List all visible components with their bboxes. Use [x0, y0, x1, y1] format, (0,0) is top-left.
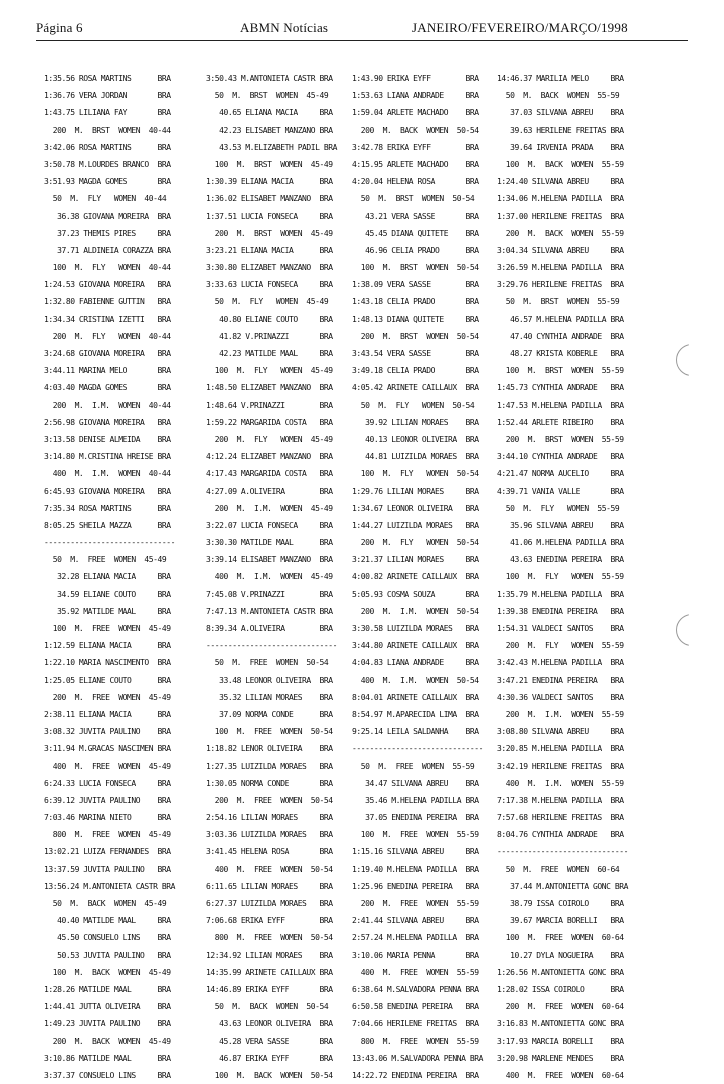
result-line: 1:19.40 M.HELENA PADILLA BRA	[352, 864, 479, 874]
result-line: 7:35.34 ROSA MARTINS BRA	[44, 503, 171, 513]
result-line: 3:08.32 JUVITA PAULINO BRA	[44, 727, 171, 737]
result-line: 3:04.34 SILVANA ABREU BRA	[497, 245, 624, 255]
result-line: 45.45 DIANA QUITETE BRA	[352, 228, 479, 238]
result-line: 200 M. FLY WOMEN 50-54	[352, 538, 479, 548]
result-line: 37.03 SILVANA ABREU BRA	[497, 108, 624, 118]
result-line: 37.23 THEMIS PIRES BRA	[44, 228, 171, 238]
result-line: 400 M. FREE WOMEN 50-54	[206, 864, 333, 874]
result-line: 34.59 ELIANE COUTO BRA	[44, 589, 171, 599]
result-line: 14:46.37 MARILIA MELO BRA	[497, 74, 624, 83]
result-line: 1:25.05 ELIANE COUTO BRA	[44, 675, 171, 685]
result-line: 2:57.24 M.HELENA PADILLA BRA	[352, 933, 479, 943]
result-line: 100 M. BACK WOMEN 55-59	[497, 159, 624, 169]
result-line: 3:50.43 M.ANTONIETA CASTR BRA	[206, 74, 333, 83]
result-line: 1:52.44 ARLETE RIBEIRO BRA	[497, 417, 624, 427]
result-line: 3:50.78 M.LOURDES BRANCO BRA	[44, 159, 171, 169]
result-line: 14:22.72 ENEDINA PEREIRA BRA	[352, 1070, 479, 1080]
result-line: 40.40 MATILDE MAAL BRA	[44, 916, 171, 926]
result-line: 40.13 LEONOR OLIVEIRA BRA	[352, 434, 479, 444]
result-line: 1:44.41 JUTTA OLIVEIRA BRA	[44, 1002, 171, 1012]
result-line: 35.92 MATILDE MAAL BRA	[44, 606, 171, 616]
result-line: 46.87 ERIKA EYFF BRA	[206, 1053, 333, 1063]
result-line: 50 M. FREE WOMEN 45-49	[44, 555, 167, 565]
result-line: 3:33.63 LUCIA FONSECA BRA	[206, 280, 333, 290]
result-line: 6:27.37 LUIZILDA MORAES BRA	[206, 899, 333, 908]
result-line: 14:35.99 ARINETE CAILLAUX BRA	[206, 967, 333, 977]
result-line: 50 M. BACK WOMEN 55-59	[497, 91, 620, 101]
result-line: ------------------------------	[44, 538, 175, 548]
page-number: Página 6	[36, 20, 83, 35]
result-line: 36.38 GIOVANA MOREIRA BRA	[44, 211, 171, 221]
result-line: 5:05.93 COSMA SOUZA BRA	[352, 589, 479, 599]
result-line: 50 M. FLY WOMEN 40-44	[44, 194, 167, 204]
result-line: 50 M. FREE WOMEN 50-54	[206, 658, 329, 668]
result-line: 1:48.50 ELIZABET MANZANO BRA	[206, 383, 333, 393]
result-line: 3:30.58 LUIZILDA MORAES BRA	[352, 624, 479, 633]
result-line: 1:48.64 V.PRINAZZI BRA	[206, 400, 333, 410]
result-line: 1:34.67 LEONOR OLIVEIRA BRA	[352, 503, 479, 513]
result-line: 3:20.85 M.HELENA PADILLA BRA	[497, 744, 624, 754]
result-line: 50 M. FLY WOMEN 45-49	[206, 297, 329, 307]
result-line: 3:42.06 ROSA MARTINS BRA	[44, 142, 171, 152]
result-line: 1:54.31 VALDECI SANTOS BRA	[497, 624, 624, 633]
result-line: 3:29.76 HERILENE FREITAS BRA	[497, 280, 624, 290]
result-line: 39.92 LILIAN MORAES BRA	[352, 417, 479, 427]
result-line: 32.28 ELIANA MACIA BRA	[44, 572, 171, 582]
result-line: 3:10.86 MATILDE MAAL BRA	[44, 1053, 171, 1063]
result-line: 44.81 LUIZILDA MORAES BRA	[352, 452, 479, 462]
result-line: 8:39.34 A.OLIVEIRA BRA	[206, 624, 333, 633]
result-line: 46.96 CELIA PRADO BRA	[352, 245, 479, 255]
result-line: 3:20.98 MARLENE MENDES BRA	[497, 1053, 624, 1063]
result-line: 200 M. FLY WOMEN 55-59	[497, 641, 624, 651]
result-line: 3:44.10 CYNTHIA ANDRADE BRA	[497, 452, 624, 462]
result-line: 7:45.08 V.PRINAZZI BRA	[206, 589, 333, 599]
result-line: 42.23 MATILDE MAAL BRA	[206, 349, 333, 358]
result-line: 50 M. BACK WOMEN 45-49	[44, 899, 167, 908]
result-line: 200 M. FREE WOMEN 60-64	[497, 1002, 624, 1012]
result-line: 43.63 LEONOR OLIVEIRA BRA	[206, 1019, 333, 1029]
result-line: 200 M. FREE WOMEN 50-54	[206, 795, 333, 805]
result-line: 100 M. FREE WOMEN 45-49	[44, 624, 171, 633]
result-line: 1:48.13 DIANA QUITETE BRA	[352, 314, 479, 324]
result-line: 4:20.04 HELENA ROSA BRA	[352, 177, 479, 187]
result-line: 400 M. FREE WOMEN 60-64	[497, 1070, 624, 1080]
result-line: 50 M. BRST WOMEN 50-54	[352, 194, 475, 204]
result-line: 1:37.00 HERILENE FREITAS BRA	[497, 211, 624, 221]
result-line: 3:42.19 HERILENE FREITAS BRA	[497, 761, 624, 771]
result-line: 100 M. FREE WOMEN 60-64	[497, 933, 624, 943]
result-line: 7:06.68 ERIKA EYFF BRA	[206, 916, 333, 926]
result-line: 4:17.43 MARGARIDA COSTA BRA	[206, 469, 333, 479]
result-line: 200 M. I.M. WOMEN 45-49	[206, 503, 333, 513]
result-line: 1:47.53 M.HELENA PADILLA BRA	[497, 400, 624, 410]
result-line: 33.48 LEONOR OLIVEIRA BRA	[206, 675, 333, 685]
result-line: 1:35.79 M.HELENA PADILLA BRA	[497, 589, 624, 599]
result-line: 1:38.09 VERA SASSE BRA	[352, 280, 479, 290]
result-line: 13:02.21 LUIZA FERNANDES BRA	[44, 847, 171, 857]
result-line: 3:47.21 ENEDINA PEREIRA BRA	[497, 675, 624, 685]
result-line: 3:37.37 CONSUELO LINS BRA	[44, 1070, 171, 1080]
result-line: 37.09 NORMA CONDE BRA	[206, 709, 333, 719]
result-line: 13:43.06 M.SALVADORA PENNA BRA	[352, 1053, 483, 1063]
result-line: 4:39.71 VANIA VALLE BRA	[497, 486, 624, 496]
result-line: 1:59.04 ARLETE MACHADO BRA	[352, 108, 479, 118]
result-line: 40.80 ELIANE COUTO BRA	[206, 314, 333, 324]
result-line: 1:34.06 M.HELENA PADILLA BRA	[497, 194, 624, 204]
result-line: 3:17.93 MARCIA BORELLI BRA	[497, 1036, 624, 1046]
result-line: 6:11.65 LILIAN MORAES BRA	[206, 881, 333, 891]
result-line: ------------------------------	[352, 744, 483, 754]
result-line: 200 M. FREE WOMEN 45-49	[44, 692, 171, 702]
result-line: 2:56.98 GIOVANA MOREIRA BRA	[44, 417, 171, 427]
result-line: 39.64 IRVENIA PRADA BRA	[497, 142, 624, 152]
results-column-2	[206, 70, 354, 1084]
result-line: 50 M. FLY WOMEN 55-59	[497, 503, 620, 513]
result-line: 4:27.09 A.OLIVEIRA BRA	[206, 486, 333, 496]
result-line: 10.27 DYLA NOGUEIRA BRA	[497, 950, 624, 960]
result-line: 3:24.68 GIOVANA MOREIRA BRA	[44, 349, 171, 358]
result-line: 3:10.06 MARIA PENNA BRA	[352, 950, 479, 960]
result-line: 400 M. I.M. WOMEN 40-44	[44, 469, 171, 479]
result-line: 1:12.59 ELIANA MACIA BRA	[44, 641, 171, 651]
result-line: 100 M. FLY WOMEN 50-54	[352, 469, 479, 479]
result-line: 1:43.90 ERIKA EYFF BRA	[352, 74, 479, 83]
result-line: 400 M. FREE WOMEN 45-49	[44, 761, 171, 771]
result-line: 4:04.83 LIANA ANDRADE BRA	[352, 658, 479, 668]
result-line: 1:36.02 ELISABET MANZANO BRA	[206, 194, 333, 204]
result-line: 3:11.94 M.GRACAS NASCIMEN BRA	[44, 744, 171, 754]
result-line: 14:46.89 ERIKA EYFF BRA	[206, 984, 333, 994]
result-line: ------------------------------	[206, 641, 337, 651]
result-line: 50 M. BRST WOMEN 55-59	[497, 297, 620, 307]
result-line: 43.53 M.ELIZABETH PADIL BRA	[206, 142, 337, 152]
result-line: 1:15.16 SILVANA ABREU BRA	[352, 847, 479, 857]
result-line: 3:16.83 M.ANTONIETTA GONC BRA	[497, 1019, 624, 1029]
result-line: 37.05 ENEDINA PEREIRA BRA	[352, 813, 479, 823]
result-line: 3:49.18 CELIA PRADO BRA	[352, 366, 479, 376]
results-column-3	[352, 70, 500, 1084]
result-line: 1:45.73 CYNTHIA ANDRADE BRA	[497, 383, 624, 393]
result-line: 200 M. FLY WOMEN 45-49	[206, 434, 333, 444]
result-line: 1:59.22 MARGARIDA COSTA BRA	[206, 417, 333, 427]
result-line: 50 M. FLY WOMEN 50-54	[352, 400, 475, 410]
result-line: 400 M. I.M. WOMEN 55-59	[497, 778, 624, 788]
result-line: 12:34.92 LILIAN MORAES BRA	[206, 950, 333, 960]
result-line: 3:44.11 MARINA MELO BRA	[44, 366, 171, 376]
result-line: 200 M. FREE WOMEN 55-59	[352, 899, 479, 908]
result-line: 35.96 SILVANA ABREU BRA	[497, 520, 624, 530]
result-line: 3:21.37 LILIAN MORAES BRA	[352, 555, 479, 565]
result-line: 46.57 M.HELENA PADILLA BRA	[497, 314, 624, 324]
result-line: 3:42.43 M.HELENA PADILLA BRA	[497, 658, 624, 668]
result-line: 50 M. BRST WOMEN 45-49	[206, 91, 329, 101]
publication-title: ABMN Notícias	[240, 20, 329, 35]
result-line: 4:30.36 VALDECI SANTOS BRA	[497, 692, 624, 702]
result-line: 50.53 JUVITA PAULINO BRA	[44, 950, 171, 960]
result-line: 9:25.14 LEILA SALDANHA BRA	[352, 727, 479, 737]
result-line: 6:39.12 JUVITA PAULINO BRA	[44, 795, 171, 805]
result-line: 7:04.66 HERILENE FREITAS BRA	[352, 1019, 479, 1029]
result-line: 1:53.63 LIANA ANDRADE BRA	[352, 91, 479, 101]
result-line: 38.79 ISSA COIROLO BRA	[497, 899, 624, 908]
result-line: 2:38.11 ELIANA MACIA BRA	[44, 709, 171, 719]
result-line: 40.65 ELIANA MACIA BRA	[206, 108, 333, 118]
result-line: 4:12.24 ELIZABET MANZANO BRA	[206, 452, 333, 462]
result-line: 37.44 M.ANTONIETTA GONC BRA	[497, 881, 628, 891]
result-line: 39.67 MARCIA BORELLI BRA	[497, 916, 624, 926]
result-line: 3:42.78 ERIKA EYFF BRA	[352, 142, 479, 152]
result-line: 8:04.01 ARINETE CAILLAUX BRA	[352, 692, 479, 702]
result-line: 100 M. BRST WOMEN 45-49	[206, 159, 333, 169]
result-line: 7:47.13 M.ANTONIETA CASTR BRA	[206, 606, 333, 616]
result-line: 1:43.18 CELIA PRADO BRA	[352, 297, 479, 307]
result-line: 1:18.82 LENOR OLIVEIRA BRA	[206, 744, 333, 754]
result-line: 3:26.59 M.HELENA PADILLA BRA	[497, 263, 624, 273]
result-line: 47.40 CYNTHIA ANDRADE BRA	[497, 331, 624, 341]
result-line: 45.50 CONSUELO LINS BRA	[44, 933, 171, 943]
result-line: 1:28.02 ISSA COIROLO BRA	[497, 984, 624, 994]
result-line: 100 M. FLY WOMEN 40-44	[44, 263, 171, 273]
result-line: 6:45.93 GIOVANA MOREIRA BRA	[44, 486, 171, 496]
result-line: 41.82 V.PRINAZZI BRA	[206, 331, 333, 341]
result-line: 39.63 HERILENE FREITAS BRA	[497, 125, 624, 135]
result-line: 100 M. FREE WOMEN 50-54	[206, 727, 333, 737]
result-line: 45.28 VERA SASSE BRA	[206, 1036, 333, 1046]
result-line: 8:54.97 M.APARECIDA LIMA BRA	[352, 709, 479, 719]
result-line: 1:36.76 VERA JORDAN BRA	[44, 91, 171, 101]
result-line: 1:27.35 LUIZILDA MORAES BRA	[206, 761, 333, 771]
result-line: 3:41.45 HELENA ROSA BRA	[206, 847, 333, 857]
result-line: 4:05.42 ARINETE CAILLAUX BRA	[352, 383, 479, 393]
result-line: 400 M. FREE WOMEN 55-59	[352, 967, 479, 977]
result-line: 1:32.80 FABIENNE GUTTIN BRA	[44, 297, 171, 307]
result-line: 1:39.38 ENEDINA PEREIRA BRA	[497, 606, 624, 616]
result-line: 400 M. I.M. WOMEN 45-49	[206, 572, 333, 582]
punch-hole-mark	[676, 344, 708, 376]
result-line: 200 M. BRST WOMEN 55-59	[497, 434, 624, 444]
result-line: 200 M. BACK WOMEN 55-59	[497, 228, 624, 238]
result-line: 800 M. FREE WOMEN 50-54	[206, 933, 333, 943]
result-line: 200 M. BACK WOMEN 45-49	[44, 1036, 171, 1046]
result-line: 3:13.58 DENISE ALMEIDA BRA	[44, 434, 171, 444]
result-line: 1:43.75 LILIANA FAY BRA	[44, 108, 171, 118]
result-line: 100 M. BRST WOMEN 50-54	[352, 263, 479, 273]
result-line: 6:50.58 ENEDINA PEREIRA BRA	[352, 1002, 479, 1012]
result-line: 3:39.14 ELISABET MANZANO BRA	[206, 555, 333, 565]
results-column-1	[44, 70, 192, 1084]
result-line: 200 M. I.M. WOMEN 55-59	[497, 709, 624, 719]
result-line: 200 M. I.M. WOMEN 50-54	[352, 606, 479, 616]
result-line: 1:34.34 CRISTINA IZETTI BRA	[44, 314, 171, 324]
result-line: 100 M. BACK WOMEN 45-49	[44, 967, 171, 977]
result-line: ------------------------------	[497, 847, 628, 857]
result-line: 100 M. BRST WOMEN 55-59	[497, 366, 624, 376]
result-line: 41.06 M.HELENA PADILLA BRA	[497, 538, 624, 548]
result-line: 200 M. I.M. WOMEN 40-44	[44, 400, 171, 410]
result-line: 800 M. FREE WOMEN 55-59	[352, 1036, 479, 1046]
results-column-4	[497, 70, 645, 1084]
issue-date: JANEIRO/FEVEREIRO/MARÇO/1998	[412, 20, 628, 35]
header-rule	[36, 40, 688, 41]
result-line: 3:30.30 MATILDE MAAL BRA	[206, 538, 333, 548]
result-line: 4:15.95 ARLETE MACHADO BRA	[352, 159, 479, 169]
result-line: 37.71 ALDINEIA CORAZZA BRA	[44, 245, 171, 255]
result-line: 1:26.56 M.ANTONIETTA GONC BRA	[497, 967, 624, 977]
result-line: 1:30.05 NORMA CONDE BRA	[206, 778, 333, 788]
result-line: 1:25.96 ENEDINA PEREIRA BRA	[352, 881, 479, 891]
result-line: 1:37.51 LUCIA FONSECA BRA	[206, 211, 333, 221]
result-line: 1:24.53 GIOVANA MOREIRA BRA	[44, 280, 171, 290]
result-line: 200 M. BACK WOMEN 50-54	[352, 125, 479, 135]
result-line: 100 M. FLY WOMEN 45-49	[206, 366, 333, 376]
result-line: 4:00.82 ARINETE CAILLAUX BRA	[352, 572, 479, 582]
result-line: 6:24.33 LUCIA FONSECA BRA	[44, 778, 171, 788]
result-line: 1:44.27 LUIZILDA MORAES BRA	[352, 520, 479, 530]
result-line: 200 M. BRST WOMEN 40-44	[44, 125, 171, 135]
result-line: 50 M. FREE WOMEN 55-59	[352, 761, 475, 771]
result-line: 3:44.80 ARINETE CAILLAUX BRA	[352, 641, 479, 651]
result-line: 1:29.76 LILIAN MORAES BRA	[352, 486, 479, 496]
result-line: 3:30.80 ELIZABET MANZANO BRA	[206, 263, 333, 273]
result-line: 43.21 VERA SASSE BRA	[352, 211, 479, 221]
result-line: 4:21.47 NORMA AUCELIO BRA	[497, 469, 624, 479]
result-line: 2:54.16 LILIAN MORAES BRA	[206, 813, 333, 823]
result-line: 43.63 ENEDINA PEREIRA BRA	[497, 555, 624, 565]
result-line: 13:37.59 JUVITA PAULINO BRA	[44, 864, 171, 874]
result-line: 34.47 SILVANA ABREU BRA	[352, 778, 479, 788]
result-line: 35.46 M.HELENA PADILLA BRA	[352, 795, 479, 805]
result-line: 7:17.38 M.HELENA PADILLA BRA	[497, 795, 624, 805]
result-line: 100 M. BACK WOMEN 50-54	[206, 1070, 333, 1080]
result-line: 200 M. FLY WOMEN 40-44	[44, 331, 171, 341]
result-line: 400 M. I.M. WOMEN 50-54	[352, 675, 479, 685]
result-line: 8:04.76 CYNTHIA ANDRADE BRA	[497, 830, 624, 840]
result-line: 42.23 ELISABET MANZANO BRA	[206, 125, 333, 135]
punch-hole-mark	[676, 614, 708, 646]
result-line: 7:03.46 MARINA NIETO BRA	[44, 813, 171, 823]
result-line: 1:22.10 MARIA NASCIMENTO BRA	[44, 658, 171, 668]
result-line: 3:03.36 LUIZILDA MORAES BRA	[206, 830, 333, 840]
result-line: 100 M. FLY WOMEN 55-59	[497, 572, 624, 582]
result-line: 800 M. FREE WOMEN 45-49	[44, 830, 171, 840]
result-line: 2:41.44 SILVANA ABREU BRA	[352, 916, 479, 926]
result-line: 13:56.24 M.ANTONIETA CASTR BRA	[44, 881, 175, 891]
result-line: 3:14.80 M.CRISTINA HREISE BRA	[44, 452, 171, 462]
result-line: 3:43.54 VERA SASSE BRA	[352, 349, 479, 358]
result-line: 6:38.64 M.SALVADORA PENNA BRA	[352, 984, 479, 994]
result-line: 1:30.39 ELIANA MACIA BRA	[206, 177, 333, 187]
result-line: 200 M. BRST WOMEN 50-54	[352, 331, 479, 341]
result-line: 35.32 LILIAN MORAES BRA	[206, 692, 333, 702]
result-line: 3:51.93 MAGDA GOMES BRA	[44, 177, 171, 187]
result-line: 1:49.23 JUVITA PAULINO BRA	[44, 1019, 171, 1029]
result-line: 3:08.80 SILVANA ABREU BRA	[497, 727, 624, 737]
result-line: 7:57.68 HERILENE FREITAS BRA	[497, 813, 624, 823]
result-line: 48.27 KRISTA KOBERLE BRA	[497, 349, 624, 358]
result-line: 1:35.56 ROSA MARTINS BRA	[44, 74, 171, 83]
result-line: 3:23.21 ELIANA MACIA BRA	[206, 245, 333, 255]
result-line: 4:03.40 MAGDA GOMES BRA	[44, 383, 171, 393]
result-line: 200 M. BRST WOMEN 45-49	[206, 228, 333, 238]
result-line: 3:22.07 LUCIA FONSECA BRA	[206, 520, 333, 530]
result-line: 100 M. FREE WOMEN 55-59	[352, 830, 479, 840]
result-line: 8:05.25 SHEILA MAZZA BRA	[44, 520, 171, 530]
result-line: 1:28.26 MATILDE MAAL BRA	[44, 984, 171, 994]
result-line: 1:24.40 SILVANA ABREU BRA	[497, 177, 624, 187]
result-line: 50 M. BACK WOMEN 50-54	[206, 1002, 329, 1012]
result-line: 50 M. FREE WOMEN 60-64	[497, 864, 620, 874]
